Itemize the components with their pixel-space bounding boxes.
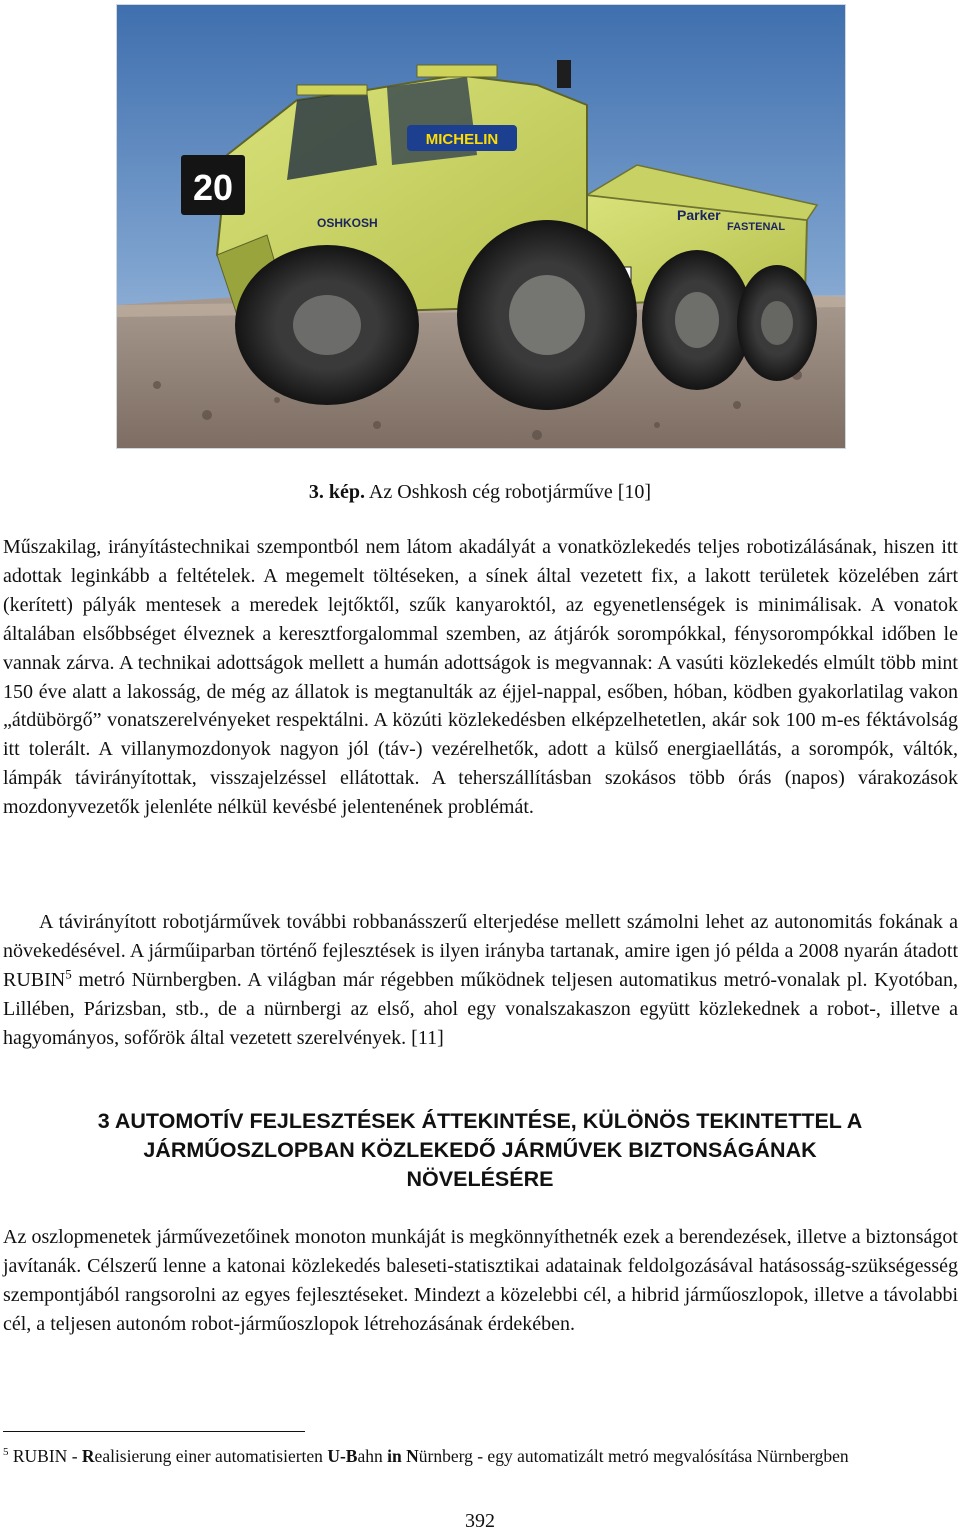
footnote-text: ürnberg - egy automatizált metró megvalósítása Nürnbergben bbox=[418, 1446, 849, 1466]
footnote-text: ahn bbox=[357, 1446, 388, 1466]
paragraph-2 bbox=[3, 908, 958, 1053]
footnote-divider bbox=[3, 1431, 305, 1432]
footnote-bold: N bbox=[406, 1446, 419, 1466]
caption-text: Az Oshkosh cég robotjárműve [10] bbox=[365, 481, 652, 503]
footnote-text: ealisierung einer automatisierten bbox=[94, 1446, 328, 1466]
paragraph-2-text-b: metró Nürnbergben. A világban már régebben működnek teljesen automatikus metró-vonalak pl. Kyotóban, Lillében, Párizsban, stb., de a nürnbergi az első, ahol egy vonalszakaszon együtt közlekednek a robot-, illetve a hagyományos, sofőrök által vezetett szerelvények. [11] bbox=[3, 968, 958, 1049]
paragraph-3: Az oszlopmenetek járművezetőinek monoton munkáját is megkönnyíthetnék ezek a berendezések, illetve a biztonságot javítanák. Célszerű lenne a katonai közlekedés baleseti-statisztikai adatainak feldolgozásával hatásosság-szükségesség szempontjából rangsorolni az egyes fejlesztéseket. Mindezt a közelebbi cél, a hibrid járműoszlopok, illetve a távolabbi cél, a teljesen autonóm robot-járműoszlopok létrehozásának érdekében. bbox=[3, 1226, 958, 1335]
heading-line-1: 3 AUTOMOTÍV FEJLESZTÉSEK ÁTTEKINTÉSE, KÜLÖNÖS TEKINTETTEL A bbox=[97, 1109, 863, 1133]
footnote-bold: B bbox=[345, 1446, 358, 1466]
footnote-bold: in bbox=[387, 1446, 402, 1466]
truck-photo bbox=[116, 4, 846, 449]
svg-text:MICHELIN: MICHELIN bbox=[425, 131, 499, 148]
section-heading bbox=[0, 1107, 960, 1194]
svg-text:20: 20 bbox=[192, 167, 234, 208]
footnote-text: RUBIN - bbox=[8, 1446, 82, 1466]
footnote-bold: U bbox=[327, 1446, 340, 1466]
footnote-bold: - bbox=[339, 1446, 346, 1466]
footnote bbox=[3, 1444, 953, 1469]
heading-line-3: NÖVELÉSÉRE bbox=[406, 1167, 554, 1191]
page-number: 392 bbox=[465, 1510, 495, 1532]
paragraph-1: Műszakilag, irányítástechnikai szempontból nem látom akadályát a vonatközlekedés teljes robotizálásának, hiszen itt adottak leginkább a feltételek. A megemelt töltéseken, a sínek által vezetett fix, a lakott területek közelében zárt (kerített) pályák mentesek a meredek lejtőktől, szűk kanyaroktól, az egyenetlenségek is minimálisak. A vonatok általában elsőbbséget élveznek a keresztforgalommal szemben, az átjárók sorompókkal, fénysorompókkal időben le vannak zárva. A technikai adottságok mellett a humán adottságok is megvannak: A vasúti közlekedés elmúlt több mint 150 éve alatt a lakosság, de még az állatok is megtanulták az éjjel-nappal, esőben, hóban, ködben gyakorlatilag vakon „átdübörgő” vonatszerelvényeket respektálni. A közúti közlekedésben elképzelhetetlen, akár sok 100 m-es féktávolság itt tolerált. A villanymozdonyok nagyon jól (táv-) vezérelhetők, adott a külső energiaellátás, a sorompók, váltók, lámpák távirányítottak, visszajelzéssel ellátottak. A teherszállításban szokásos több órás (napos) várakozások mozdonyvezetők jelenléte nélkül kevésbé jelentenének problémát. bbox=[3, 536, 958, 819]
footnote-number: 5 bbox=[3, 1446, 9, 1459]
svg-text:FASTENAL: FASTENAL bbox=[727, 221, 786, 233]
svg-text:Parker: Parker bbox=[677, 207, 721, 223]
footnote-ref[interactable]: 5 bbox=[65, 966, 72, 982]
figure-caption bbox=[0, 478, 960, 506]
caption-label: 3. kép. bbox=[308, 481, 366, 503]
heading-line-2: JÁRMŰOSZLOPBAN KÖZLEKEDŐ JÁRMŰVEK BIZTONSÁGÁNAK bbox=[143, 1138, 817, 1162]
paragraph-2-text-a: A távirányított robotjárművek további robbanásszerű elterjedése mellett számolni lehet az autonomitás fokának a növekedésével. A járműiparban történő fejlesztések is ilyen irányba tartanak, amire igen jó példa a 2008 nyarán átadott RUBIN bbox=[3, 911, 958, 991]
footnote-bold: R bbox=[81, 1446, 95, 1466]
svg-text:OSHKOSH: OSHKOSH bbox=[317, 216, 378, 230]
